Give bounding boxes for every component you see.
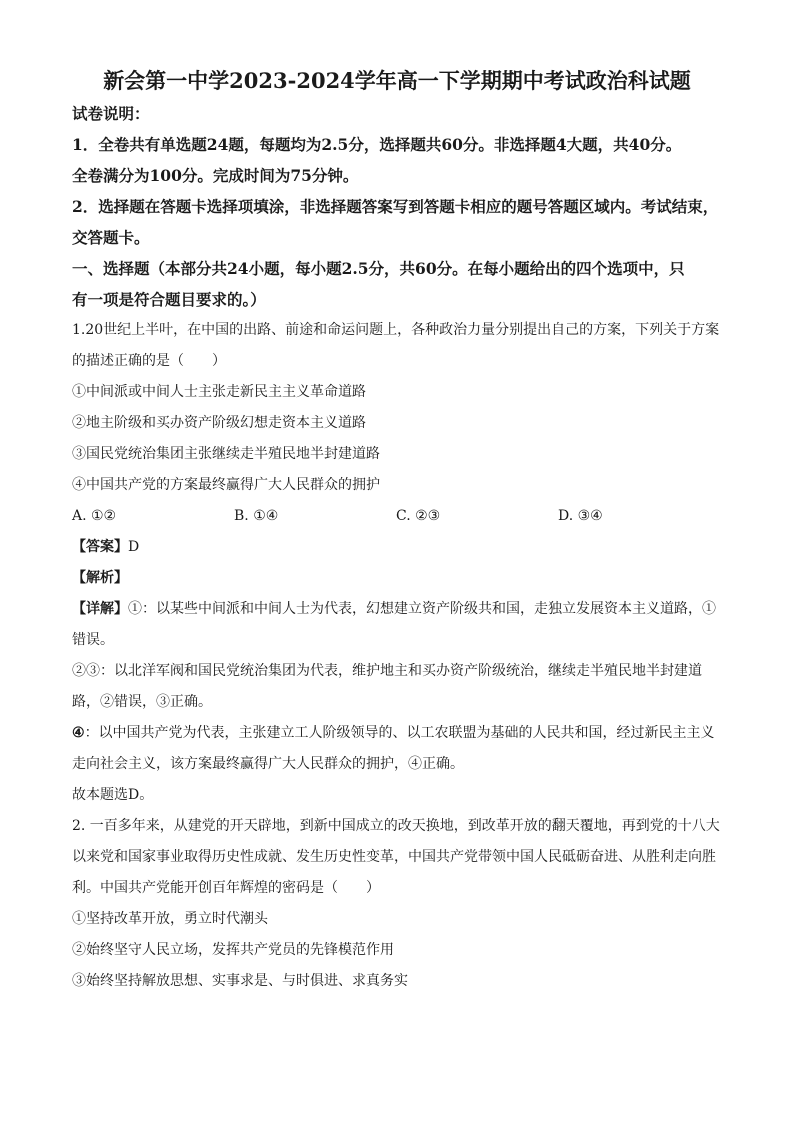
question-1-stem-line-1: 1.20世纪上半叶，在中国的出路、前途和命运问题上，各种政治力量分别提出自己的方案，下列关于方案 (72, 322, 720, 338)
question-1-options (72, 501, 722, 532)
detail-3-mark: ④ (72, 725, 85, 741)
question-2-item-1: ①坚持改革开放，勇立时代潮头 (72, 911, 268, 927)
instruction-item-1-line-1: 1．全卷共有单选题24题，每题均为2.5分，选择题共60分。非选择题4大题，共40分。 (72, 135, 682, 154)
answer-tag: 【答案】 (72, 539, 128, 555)
instructions (72, 98, 722, 253)
question-2 (72, 811, 722, 997)
detail-3-text: ：以中国共产党为代表，主张建立工人阶级领导的、以工农联盟为基础的人民共和国，经过新民主主义 (84, 725, 715, 741)
answer-value: D (128, 539, 140, 555)
detail-3-line-2: 走向社会主义，该方案最终赢得广大人民群众的拥护，④正确。 (72, 756, 464, 772)
option-a: A. ①② (72, 508, 117, 524)
question-2-item-3: ③始终坚持解放思想、实事求是、与时俱进、求真务实 (72, 973, 408, 989)
detail-tag: 【详解】 (72, 601, 128, 617)
section-heading (72, 253, 722, 315)
detail-1-line-2: 错误。 (72, 632, 114, 648)
instructions-heading: 试卷说明： (72, 104, 150, 123)
analysis-tag: 【解析】 (72, 570, 128, 586)
instruction-item-2-line-2: 交答题卡。 (72, 228, 150, 247)
question-2-stem-line-1: 2. 一百多年来，从建党的开天辟地，到新中国成立的改天换地，到改革开放的翻天覆地，再到党的十八大 (72, 818, 720, 834)
instruction-item-2-line-1: 2．选择题在答题卡选择项填涂，非选择题答案写到答题卡相应的题号答题区域内。考试结束， (72, 197, 719, 216)
detail-2-line-2: 路，②错误，③正确。 (72, 694, 212, 710)
section-heading-line-1: 一、选择题（本部分共24小题，每小题2.5分，共60分。在每小题给出的四个选项中，只 (72, 259, 685, 278)
question-1-stem-line-2: 的描述正确的是（ ） (72, 353, 226, 369)
answer-line (72, 532, 722, 563)
question-1 (72, 315, 722, 811)
detail-2-line-1: ②③：以北洋军阀和国民党统治集团为代表，维护地主和买办资产阶级统治，继续走半殖民地半封建道 (72, 663, 702, 679)
detail-1-text: ①：以某些中间派和中间人士为代表，幻想建立资产阶级共和国，走独立发展资本主义道路，① (128, 601, 716, 617)
question-1-item-4: ④中国共产党的方案最终赢得广大人民群众的拥护 (72, 477, 380, 493)
analysis-line (72, 563, 722, 594)
section-heading-line-2: 有一项是符合题目要求的。） (72, 290, 266, 309)
option-d: D. ③④ (558, 508, 603, 524)
detail-1-line-1 (72, 594, 722, 625)
instruction-item-1-line-2: 全卷满分为100分。完成时间为75分钟。 (72, 166, 359, 185)
question-2-stem-line-2: 以来党和国家事业取得历史性成就、发生历史性变革，中国共产党带领中国人民砥砺奋进、从胜利走向胜 (72, 849, 716, 865)
option-c: C. ②③ (396, 508, 441, 524)
question-1-item-2: ②地主阶级和买办资产阶级幻想走资本主义道路 (72, 415, 366, 431)
detail-3-line-1 (72, 718, 722, 749)
conclusion: 故本题选D。 (72, 787, 154, 803)
question-2-item-2: ②始终坚守人民立场，发挥共产党员的先锋模范作用 (72, 942, 394, 958)
page-title: 新会第一中学2023-2024学年高一下学期期中考试政治科试题 (103, 68, 691, 93)
question-1-item-1: ①中间派或中间人士主张走新民主主义革命道路 (72, 384, 366, 400)
question-2-stem-line-3: 利。中国共产党能开创百年辉煌的密码是（ ） (72, 880, 380, 896)
option-b: B. ①④ (234, 508, 279, 524)
question-1-item-3: ③国民党统治集团主张继续走半殖民地半封建道路 (72, 446, 380, 462)
